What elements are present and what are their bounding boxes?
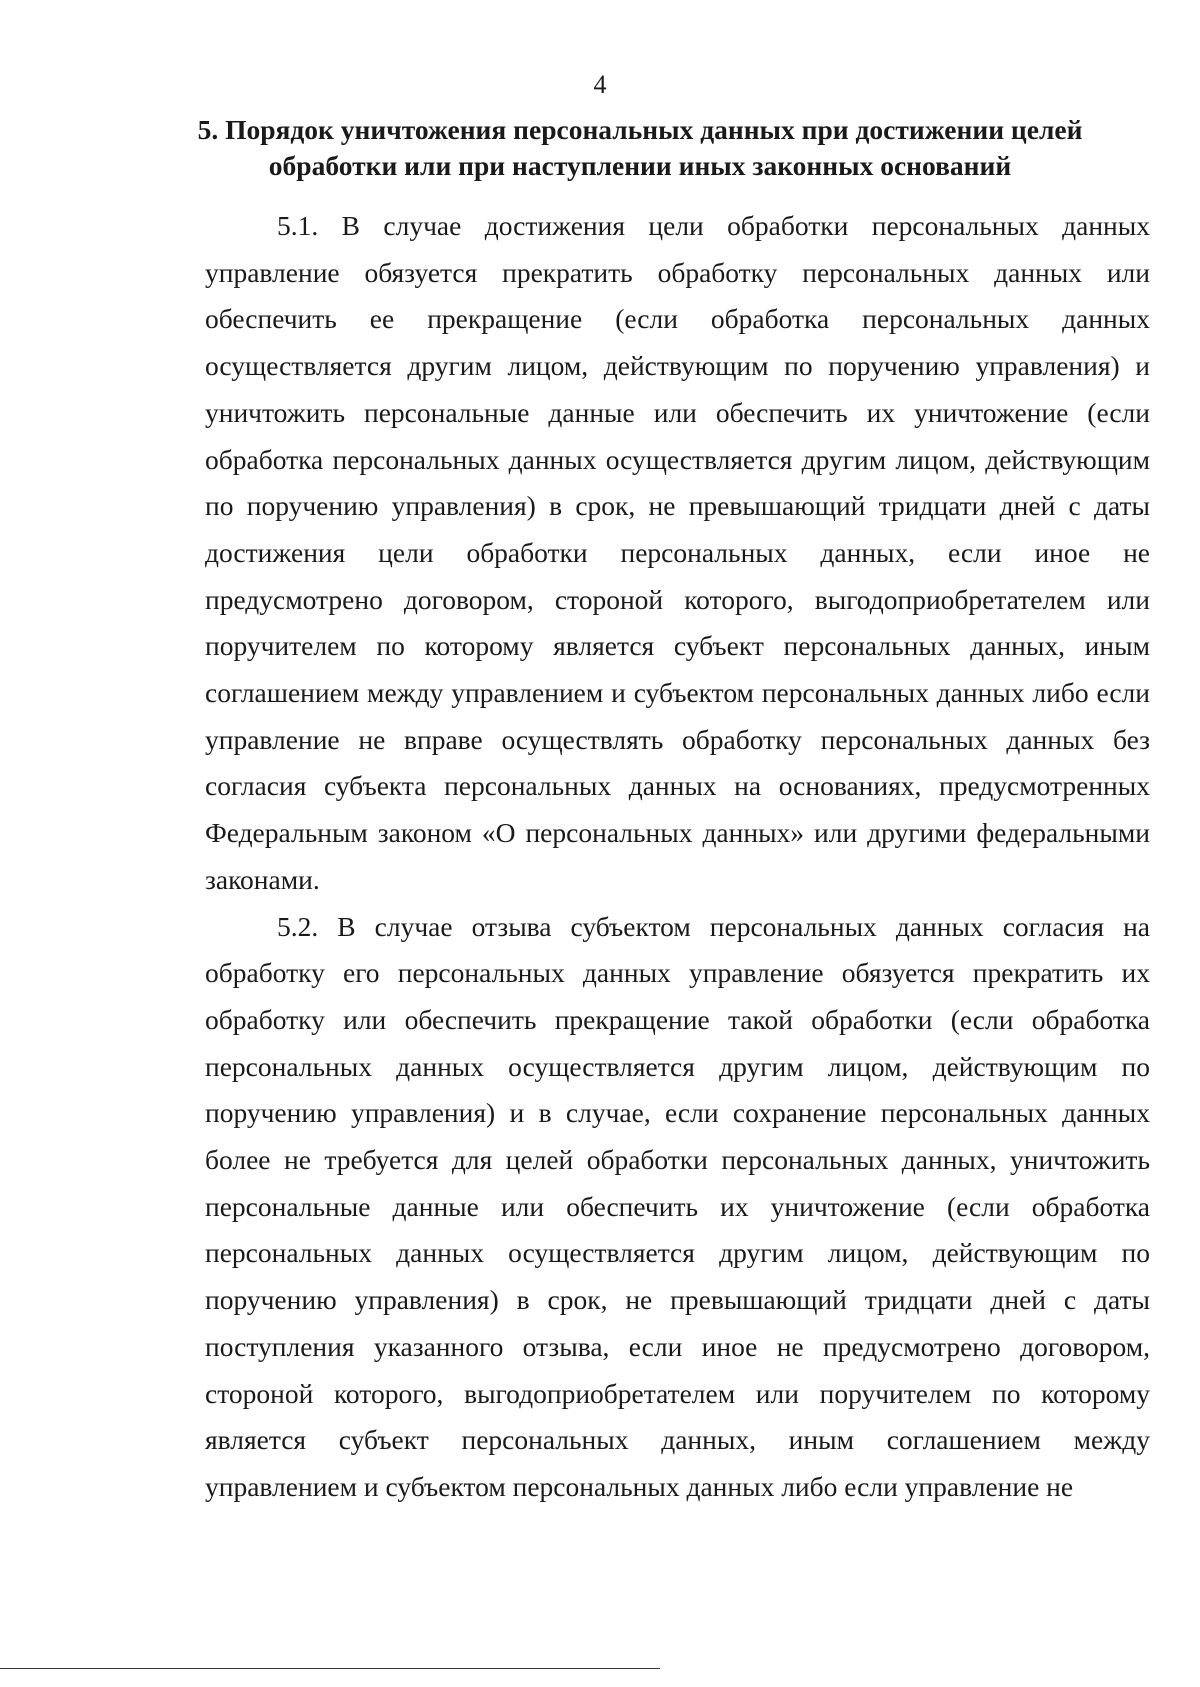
document-body xyxy=(205,203,1150,1511)
paragraph-5-2: 5.2. В случае отзыва субъектом персональных данных согласия на обработку его персональных данных управление обязуется прекратить их обработку или обеспечить прекращение такой обработки (если обработка персональных данных осуществляется другим лицом, действующим по поручению управления) и в случае, если сохранение персональных данных более не требуется для целей обработки персональных данных, уничтожить персональные данные или обеспечить их уничтожение (если обработка персональных данных осуществляется другим лицом, действующим по поручению управления) в срок, не превышающий тридцати дней с даты поступления указанного отзыва, если иное не предусмотрено договором, стороной которого, выгодоприобретателем или поручителем по которому является субъект персональных данных, иным соглашением между управлением и субъектом персональных данных либо если управление не xyxy=(205,910,1150,1502)
page-bottom-rule xyxy=(0,1668,660,1669)
paragraph-5-1: 5.1. В случае достижения цели обработки персональных данных управление обязуется прекратить обработку персональных данных или обеспечить ее прекращение (если обработка персональных данных осуществляется другим лицом, действующим по поручению управления) и уничтожить персональные данные или обеспечить их уничтожение (если обработка персональных данных осуществляется другим лицом, действующим по поручению управления) в срок, не превышающий тридцати дней с даты достижения цели обработки персональных данных, если иное не предусмотрено договором, стороной которого, выгодоприобретателем или поручителем по которому является субъект персональных данных, иным соглашением между управлением и субъектом персональных данных либо если управление не вправе осуществлять обработку персональных данных без согласия субъекта персональных данных на основаниях, предусмотренных Федеральным законом «О персональных данных» или другими федеральными законами. xyxy=(205,210,1150,895)
page-number: 4 xyxy=(593,70,607,99)
section-heading-line-2: обработки или при наступлении иных законных оснований xyxy=(268,150,1012,181)
section-heading xyxy=(160,112,1120,184)
section-heading-line-1: 5. Порядок уничтожения персональных данных при достижении целей xyxy=(197,114,1083,145)
